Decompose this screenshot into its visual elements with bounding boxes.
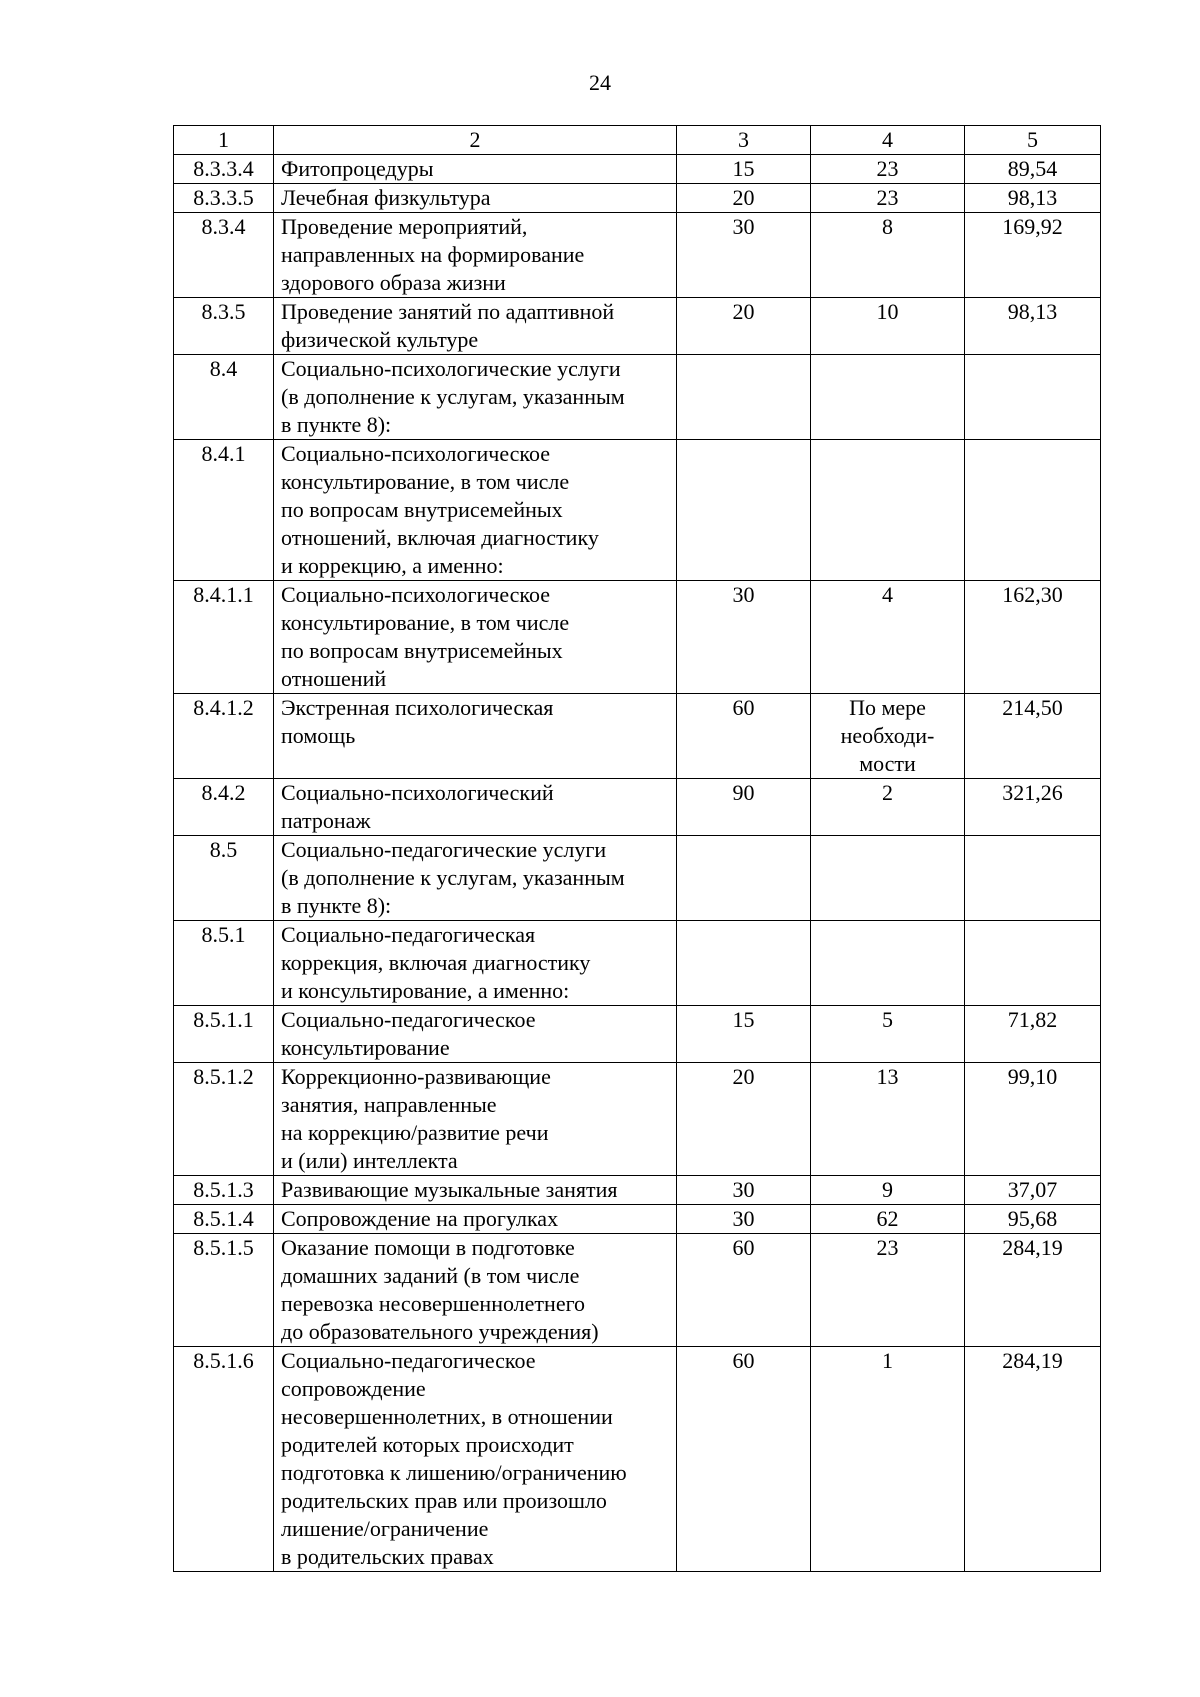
row-code-cell: 8.3.3.4 xyxy=(174,155,274,184)
row-service-name-cell: Лечебная физкультура xyxy=(274,184,677,213)
row-code-cell: 8.5.1.1 xyxy=(174,1006,274,1063)
table-row xyxy=(174,1347,1101,1572)
row-col3-cell: 30 xyxy=(677,581,811,694)
row-service-name-cell: Проведение занятий по адаптивной физической культуре xyxy=(274,298,677,355)
row-service-name-cell: Социально-психологическое консультирование, в том числе по вопросам внутрисемейных отношений xyxy=(274,581,677,694)
row-col5-cell: 284,19 xyxy=(965,1234,1101,1347)
row-col3-cell: 30 xyxy=(677,1176,811,1205)
row-col5-cell xyxy=(965,836,1101,921)
row-code-cell: 8.3.3.5 xyxy=(174,184,274,213)
table-row xyxy=(174,213,1101,298)
row-col3-cell: 60 xyxy=(677,694,811,779)
row-col3-cell: 60 xyxy=(677,1347,811,1572)
row-col5-cell xyxy=(965,440,1101,581)
row-col5-cell: 37,07 xyxy=(965,1176,1101,1205)
row-service-name-cell: Социально-психологический патронаж xyxy=(274,779,677,836)
row-code-cell: 8.5.1.4 xyxy=(174,1205,274,1234)
row-code-cell: 8.3.5 xyxy=(174,298,274,355)
row-col3-cell: 30 xyxy=(677,1205,811,1234)
row-service-name-cell: Проведение мероприятий, направленных на формирование здорового образа жизни xyxy=(274,213,677,298)
row-code-cell: 8.5.1.2 xyxy=(174,1063,274,1176)
row-col4-cell: 2 xyxy=(811,779,965,836)
row-col3-cell xyxy=(677,355,811,440)
header-cell-1: 1 xyxy=(174,126,274,155)
row-service-name-cell: Социально-психологическое консультирование, в том числе по вопросам внутрисемейных отношений, включая диагностику и коррекцию, а именно: xyxy=(274,440,677,581)
row-col5-cell: 214,50 xyxy=(965,694,1101,779)
row-col3-cell: 15 xyxy=(677,1006,811,1063)
header-cell-3: 3 xyxy=(677,126,811,155)
row-code-cell: 8.4.1 xyxy=(174,440,274,581)
row-col4-cell: 23 xyxy=(811,1234,965,1347)
row-col4-cell xyxy=(811,355,965,440)
table-row xyxy=(174,1234,1101,1347)
header-cell-2: 2 xyxy=(274,126,677,155)
header-cell-4: 4 xyxy=(811,126,965,155)
row-col4-cell xyxy=(811,836,965,921)
row-col5-cell: 99,10 xyxy=(965,1063,1101,1176)
row-service-name-cell: Социально-педагогическая коррекция, включая диагностику и консультирование, а именно: xyxy=(274,921,677,1006)
table-row xyxy=(174,1006,1101,1063)
table-row xyxy=(174,298,1101,355)
table-row xyxy=(174,1176,1101,1205)
table-row xyxy=(174,836,1101,921)
row-col4-cell: 23 xyxy=(811,155,965,184)
row-col3-cell: 15 xyxy=(677,155,811,184)
row-col4-cell: По мере необходи- мости xyxy=(811,694,965,779)
header-cell-5: 5 xyxy=(965,126,1101,155)
row-code-cell: 8.5 xyxy=(174,836,274,921)
row-code-cell: 8.3.4 xyxy=(174,213,274,298)
row-col4-cell: 8 xyxy=(811,213,965,298)
table-row xyxy=(174,1063,1101,1176)
row-col5-cell: 284,19 xyxy=(965,1347,1101,1572)
row-service-name-cell: Социально-психологические услуги (в дополнение к услугам, указанным в пункте 8): xyxy=(274,355,677,440)
row-col4-cell: 4 xyxy=(811,581,965,694)
row-col5-cell: 169,92 xyxy=(965,213,1101,298)
row-col4-cell: 13 xyxy=(811,1063,965,1176)
row-col3-cell xyxy=(677,921,811,1006)
table-row xyxy=(174,1205,1101,1234)
row-col5-cell: 162,30 xyxy=(965,581,1101,694)
row-service-name-cell: Коррекционно-развивающие занятия, направленные на коррекцию/развитие речи и (или) интеллекта xyxy=(274,1063,677,1176)
table-header-row xyxy=(174,126,1101,155)
table-row xyxy=(174,440,1101,581)
row-col3-cell xyxy=(677,440,811,581)
row-col5-cell: 98,13 xyxy=(965,298,1101,355)
row-col5-cell: 89,54 xyxy=(965,155,1101,184)
row-col3-cell: 20 xyxy=(677,298,811,355)
row-col5-cell: 321,26 xyxy=(965,779,1101,836)
row-col4-cell: 10 xyxy=(811,298,965,355)
row-code-cell: 8.5.1.3 xyxy=(174,1176,274,1205)
table-row xyxy=(174,184,1101,213)
table-row xyxy=(174,355,1101,440)
row-service-name-cell: Социально-педагогическое сопровождение несовершеннолетних, в отношении родителей которых происходит подготовка к лишению/ограничению родительских прав или произошло лишение/ограничение в родительских правах xyxy=(274,1347,677,1572)
row-col3-cell xyxy=(677,836,811,921)
row-col4-cell: 9 xyxy=(811,1176,965,1205)
page-number: 24 xyxy=(589,70,611,95)
row-col3-cell: 20 xyxy=(677,1063,811,1176)
table-row xyxy=(174,155,1101,184)
row-code-cell: 8.4.2 xyxy=(174,779,274,836)
row-service-name-cell: Экстренная психологическая помощь xyxy=(274,694,677,779)
row-code-cell: 8.4 xyxy=(174,355,274,440)
services-table xyxy=(173,125,1101,1572)
row-col5-cell: 95,68 xyxy=(965,1205,1101,1234)
row-service-name-cell: Социально-педагогические услуги (в дополнение к услугам, указанным в пункте 8): xyxy=(274,836,677,921)
row-code-cell: 8.4.1.1 xyxy=(174,581,274,694)
table-row xyxy=(174,921,1101,1006)
table-row xyxy=(174,779,1101,836)
row-col4-cell: 23 xyxy=(811,184,965,213)
row-col4-cell: 5 xyxy=(811,1006,965,1063)
row-code-cell: 8.5.1 xyxy=(174,921,274,1006)
row-service-name-cell: Оказание помощи в подготовке домашних заданий (в том числе перевозка несовершеннолетнего до образовательного учреждения) xyxy=(274,1234,677,1347)
row-col4-cell xyxy=(811,440,965,581)
row-col5-cell xyxy=(965,921,1101,1006)
row-col4-cell: 1 xyxy=(811,1347,965,1572)
row-col5-cell xyxy=(965,355,1101,440)
row-col3-cell: 60 xyxy=(677,1234,811,1347)
row-col5-cell: 71,82 xyxy=(965,1006,1101,1063)
row-col3-cell: 30 xyxy=(677,213,811,298)
row-col4-cell xyxy=(811,921,965,1006)
table-row xyxy=(174,694,1101,779)
row-code-cell: 8.5.1.5 xyxy=(174,1234,274,1347)
row-code-cell: 8.5.1.6 xyxy=(174,1347,274,1572)
row-col3-cell: 90 xyxy=(677,779,811,836)
row-col4-cell: 62 xyxy=(811,1205,965,1234)
row-code-cell: 8.4.1.2 xyxy=(174,694,274,779)
row-service-name-cell: Социально-педагогическое консультирование xyxy=(274,1006,677,1063)
row-col3-cell: 20 xyxy=(677,184,811,213)
row-service-name-cell: Сопровождение на прогулках xyxy=(274,1205,677,1234)
row-col5-cell: 98,13 xyxy=(965,184,1101,213)
row-service-name-cell: Фитопроцедуры xyxy=(274,155,677,184)
row-service-name-cell: Развивающие музыкальные занятия xyxy=(274,1176,677,1205)
table-row xyxy=(174,581,1101,694)
